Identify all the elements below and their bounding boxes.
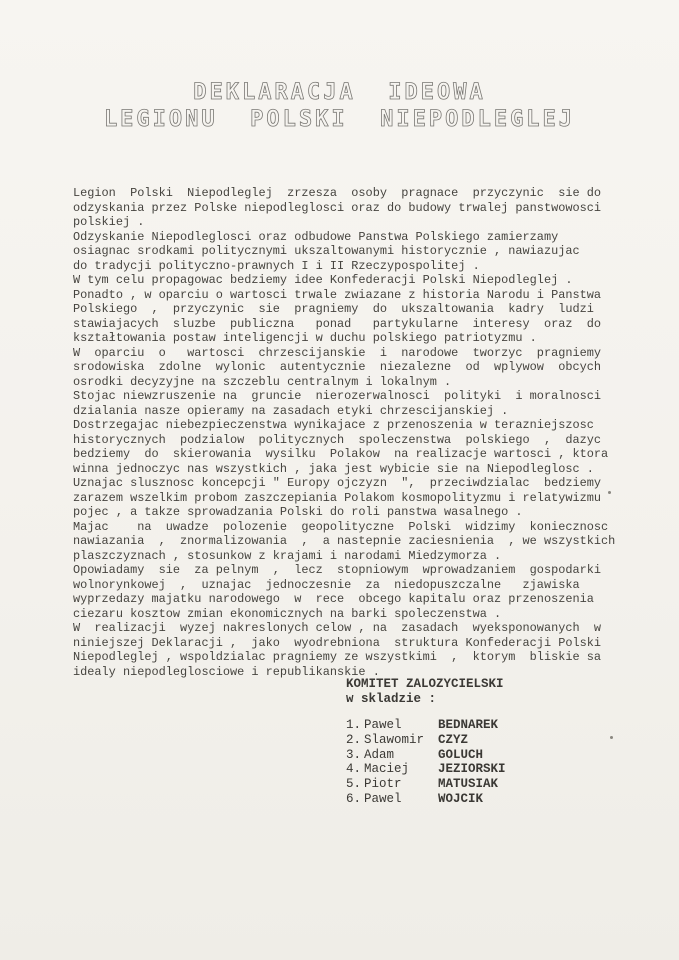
body-line: Niepodleglej , wspoldzialac pragniemy ze wszystkimi , ktorym bliskie sa [73,650,602,664]
member-last-name: MATUSIAK [438,777,499,792]
body-line: stawiajacych sluzbe publiczna ponad partykularne interesy oraz do [73,316,602,331]
body-line: bedziemy do skierowania wysilku Polakow na realizacje wartosci , ktora [73,447,609,461]
body-line: srodowiska zdolne wylonic autentycznie niezalezne od wplywow obcych [73,360,602,374]
body-line: osiagnac srodkami politycznymi ukszaltowanymi historycznie , nawiazujac [73,244,580,258]
declaration-body [73,186,616,679]
body-line: plaszczyznach , stosunkow z krajami i narodami Miedzymorza . [73,548,502,563]
member-number: 4. [346,762,362,777]
member-first-name: Piotr [364,777,402,792]
body-line: Majac na uwadze polozenie geopolityczne Polski widzimy koniecznosc [73,519,609,534]
body-line: Uznajac slusznosc koncepcji " Europy ojczyzn ", przeciwdzialac bedziemy [73,476,602,490]
committee-member [346,718,506,733]
committee-member [346,792,506,807]
body-line: historycznych podzialow politycznych spoleczenstwa polskiego , dazyc [73,432,602,447]
body-line: niniejszej Deklaracji , jako wyodrebniona struktura Konfederacji Polski [73,635,602,650]
body-line: Stojac niewzruszenie na gruncie nierozerwalnosci polityki i moralnosci [73,389,602,403]
body-line: ciezaru kosztow zmian ekonomicznych na barki spoleczenstwa . [73,606,502,621]
body-line: Polskiego , przyczynic sie pragniemy do ukszaltowania kadry ludzi [73,302,594,316]
member-number: 1. [346,718,362,732]
member-number: 6. [346,791,362,806]
body-line: dzialania nasze opieramy na zasadach etyki chrzescijanskiej . [73,403,509,418]
body-line: W oparciu o wartosci chrzescijanskie i narodowe tworzyc pragniemy [73,345,602,360]
body-line: Odzyskanie Niepodleglosci oraz odbudowe Panstwa Polskiego zamierzamy [73,229,559,244]
paper-speck [610,736,613,739]
member-number: 5. [346,777,362,792]
committee-subheading: w skladzie : [346,691,437,706]
committee-heading: KOMITET ZALOZYCIELSKI [346,677,504,691]
member-first-name: Maciej [364,762,410,777]
body-line: Legion Polski Niepodleglej zrzesza osoby pragnace przyczynic sie do [73,186,602,200]
committee-heading-block [346,677,504,706]
committee-member-list [346,718,506,807]
member-first-name: Slawomir [364,732,425,747]
member-last-name: WOJCIK [438,791,484,806]
body-line: pojec , a takze sprowadzania Polski do roli panstwa wasalnego . [73,505,523,519]
committee-member [346,733,506,748]
body-line: Ponadto , w oparciu o wartosci trwale zwiazane z historia Narodu i Panstwa [73,287,602,302]
member-number: 3. [346,747,362,762]
member-first-name: Pawel [364,791,402,806]
member-first-name: Adam [364,747,395,762]
body-line: winna jednoczyc nas wszystkich , jaka jest wybicie sie na Niepodleglosc . [73,461,594,476]
body-line: do tradycji polityczno-prawnych I i II Rzeczypospolitej . [73,258,480,273]
member-last-name: GOLUCH [438,747,484,762]
member-last-name: JEZIORSKI [438,762,506,777]
body-line: wolnorynkowej , uznajac jednoczesnie za niedopuszczalne zjawiska [73,577,580,592]
body-line: odzyskania przez Polske niepodleglosci oraz do budowy trwalej panstwowosci [73,200,602,215]
paper-speck [608,491,611,494]
body-line: nawiazania , znormalizowania , a nastepnie zaciesnienia , we wszystkich [73,534,616,548]
member-first-name: Pawel [364,718,402,732]
body-line: wyprzedazy majatku narodowego w rece obcego kapitalu oraz przenoszenia [73,592,594,606]
document-title-line-1: DEKLARACJA IDEOWA [193,80,486,105]
member-last-name: CZYZ [438,732,469,747]
body-line: osrodki decyzyjne na szczeblu centralnym i lokalnym . [73,374,452,389]
body-line: Dostrzegajac niebezpieczenstwa wynikajace z przenoszenia w terazniejszosc [73,418,594,432]
body-line: zarazem wszelkim probom zaszczepiania Polakom kosmopolityzmu i relatywizmu [73,490,602,505]
body-line: W realizacji wyzej nakreslonych celow , na zasadach wyeksponowanych w [73,621,602,635]
committee-member [346,748,506,763]
body-line: idealy niepodleglosciowe i republikanskie . [73,664,380,679]
member-last-name: BEDNAREK [438,718,499,732]
body-line: polskiej . [73,215,145,229]
committee-member [346,762,506,777]
member-number: 2. [346,732,362,747]
committee-member [346,777,506,792]
body-line: Opowiadamy sie za pelnym , lecz stopniowym wprowadzaniem gospodarki [73,563,602,577]
body-line: W tym celu propagowac bedziemy idee Konfederacji Polski Niepodleglej . [73,273,573,287]
document-title-line-2: LEGIONU POLSKI NIEPODLEGLEJ [103,107,576,132]
body-line: kształtowania postaw inteligencji w duchu polskiego patriotyzmu . [73,331,537,345]
